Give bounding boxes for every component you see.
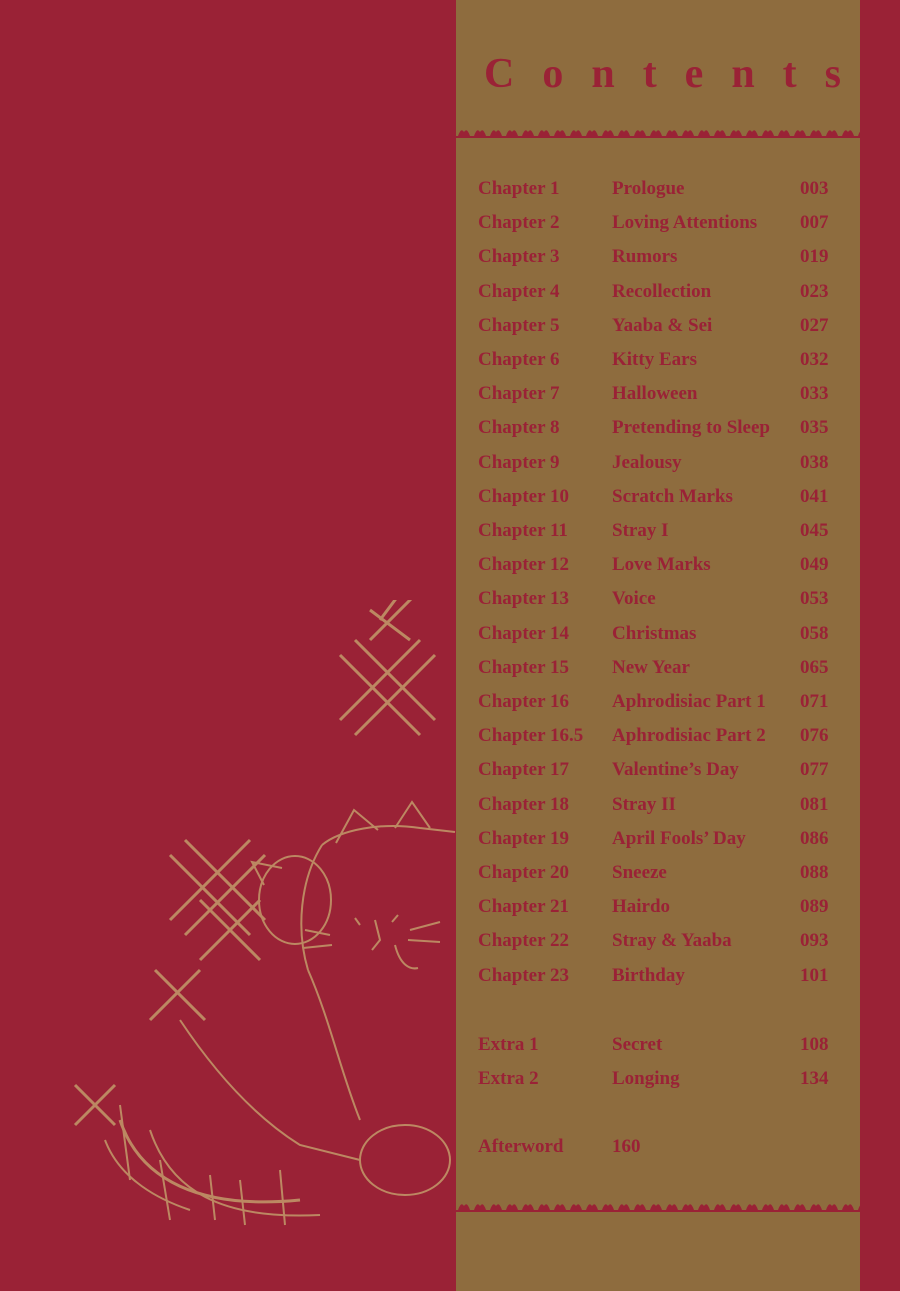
ornament-leaf (778, 1204, 790, 1210)
chapter-title: Jealousy (612, 451, 682, 473)
chapter-page-number: 033 (800, 383, 829, 405)
contents-panel (456, 0, 870, 1291)
ornament-leaf (666, 1204, 678, 1210)
extra-title: Longing (612, 1068, 680, 1090)
chapter-row[interactable] (456, 349, 860, 379)
ornament-leaf (554, 1204, 566, 1210)
chapter-page-number: 077 (800, 759, 829, 781)
chapter-title: Halloween (612, 383, 698, 405)
chapter-label: Chapter 5 (478, 314, 560, 336)
chapter-page-number: 023 (800, 280, 829, 302)
chapter-page-number: 089 (800, 896, 829, 918)
chapter-row[interactable] (456, 759, 860, 789)
ornament-border-bottom (456, 1199, 860, 1213)
ornament-leaf (730, 130, 742, 136)
ornament-leaf (650, 1204, 662, 1210)
chapter-title: Christmas (612, 622, 697, 644)
ornament-leaf (490, 130, 502, 136)
chapter-label: Chapter 13 (478, 588, 569, 610)
ornament-leaf (586, 1204, 598, 1210)
chapter-title: Scratch Marks (612, 485, 733, 507)
ornament-leaf (682, 130, 694, 136)
ornament-leaf (746, 1204, 758, 1210)
ornament-leaf (650, 130, 662, 136)
chapter-title: Recollection (612, 280, 712, 302)
ornament-leaf (682, 1204, 694, 1210)
chapter-label: Chapter 1 (478, 178, 560, 199)
ornament-leaf (698, 1204, 710, 1210)
extra-page-number: 134 (800, 1068, 829, 1090)
chapter-page-number: 101 (800, 964, 829, 986)
chapter-page-number: 058 (800, 622, 829, 644)
extra-row[interactable] (456, 1034, 860, 1064)
chapter-row[interactable] (456, 965, 860, 995)
chapter-title: Pretending to Sleep (612, 417, 770, 439)
chapter-label: Chapter 14 (478, 622, 569, 644)
ornament-leaf (794, 130, 806, 136)
chapter-row[interactable] (456, 417, 860, 447)
ornament-leaf (618, 130, 630, 136)
chapter-row[interactable] (456, 315, 860, 345)
chapter-title: Love Marks (612, 554, 711, 576)
ornament-leaf (714, 1204, 726, 1210)
chapter-label: Chapter 11 (478, 520, 568, 541)
chapter-title: Birthday (612, 964, 685, 986)
ornament-leaf (666, 130, 678, 136)
chapter-label: Chapter 17 (478, 759, 569, 781)
chapter-label: Chapter 6 (478, 349, 560, 370)
chapter-page-number: 003 (800, 178, 829, 199)
chapter-title: Stray & Yaaba (612, 930, 732, 952)
chapter-label: Chapter 16.5 (478, 725, 584, 747)
chapter-title: Aphrodisiac Part 2 (612, 725, 766, 747)
chapter-label: Chapter 8 (478, 417, 560, 439)
ornament-leaf (506, 1204, 518, 1210)
chapter-page-number: 007 (800, 212, 829, 234)
chapter-label: Chapter 2 (478, 212, 560, 234)
ornament-leaf (842, 130, 854, 136)
chapter-label: Chapter 12 (478, 554, 569, 576)
chapter-page-number: 041 (800, 485, 829, 507)
afterword-row[interactable] (456, 1136, 860, 1166)
chapter-page-number: 032 (800, 349, 829, 370)
ornament-leaf (810, 130, 822, 136)
chapter-title: Loving Attentions (612, 212, 758, 234)
ornament-leaf (842, 1204, 854, 1210)
chapter-title: Voice (612, 588, 656, 610)
chapter-page-number: 065 (800, 656, 829, 678)
ornament-leaf (570, 1204, 582, 1210)
chapter-page-number: 071 (800, 691, 829, 712)
ornament-leaf (554, 130, 566, 136)
chapter-title: Prologue (612, 178, 685, 199)
extra-page-number: 108 (800, 1034, 829, 1055)
chapter-page-number: 035 (800, 417, 829, 439)
ornament-leaf (746, 130, 758, 136)
chapter-label: Chapter 4 (478, 280, 560, 302)
chapter-row[interactable] (456, 178, 860, 208)
chapter-label: Chapter 19 (478, 827, 569, 849)
chapter-label: Chapter 16 (478, 691, 569, 712)
chapter-row[interactable] (456, 452, 860, 482)
ornament-leaf (794, 1204, 806, 1210)
chapter-row[interactable] (456, 383, 860, 413)
chapter-row[interactable] (456, 486, 860, 516)
chapter-page-number: 027 (800, 314, 829, 336)
ornament-line (456, 136, 860, 138)
ornament-leaf (826, 1204, 838, 1210)
ornament-leaf (714, 130, 726, 136)
chapter-row[interactable] (456, 520, 860, 550)
chapter-label: Chapter 9 (478, 451, 560, 473)
extra-label: Extra 1 (478, 1034, 539, 1055)
chapter-row[interactable] (456, 657, 860, 687)
chapter-row[interactable] (456, 725, 860, 755)
chapter-page-number: 038 (800, 451, 829, 473)
chapter-title: Yaaba & Sei (612, 314, 713, 336)
ornament-leaf (826, 130, 838, 136)
ornament-leaf (634, 130, 646, 136)
ornament-leaf (538, 1204, 550, 1210)
chapter-row[interactable] (456, 794, 860, 824)
ornament-line (456, 1210, 860, 1212)
ornament-leaf (698, 130, 710, 136)
ornament-leaf (458, 1204, 470, 1210)
ornament-leaf (490, 1204, 502, 1210)
extra-title: Secret (612, 1034, 663, 1055)
chapter-title: April Fools’ Day (612, 827, 746, 849)
afterword-label: Afterword (478, 1136, 564, 1157)
ornament-leaf (506, 130, 518, 136)
chapter-title: New Year (612, 656, 690, 678)
chapter-label: Chapter 15 (478, 656, 569, 678)
chapter-label: Chapter 23 (478, 964, 569, 986)
ornament-leaf (762, 130, 774, 136)
chapter-page-number: 093 (800, 930, 829, 952)
chapter-label: Chapter 20 (478, 862, 569, 883)
ornament-leaf (474, 130, 486, 136)
chapter-label: Chapter 22 (478, 930, 569, 952)
ornament-leaf (778, 130, 790, 136)
chapter-label: Chapter 10 (478, 485, 569, 507)
ornament-leaf (634, 1204, 646, 1210)
chapter-label: Chapter 18 (478, 793, 569, 815)
chapter-row[interactable] (456, 281, 860, 311)
chapter-page-number: 081 (800, 793, 829, 815)
chapter-row[interactable] (456, 623, 860, 653)
ornament-leaf (858, 1204, 860, 1210)
chapter-row[interactable] (456, 862, 860, 892)
ornament-leaf (586, 130, 598, 136)
chapter-title: Rumors (612, 246, 678, 268)
chapter-row[interactable] (456, 554, 860, 584)
ornament-leaf (538, 130, 550, 136)
chapter-row[interactable] (456, 691, 860, 721)
chapter-title: Aphrodisiac Part 1 (612, 691, 766, 712)
chapter-row[interactable] (456, 930, 860, 960)
ornament-leaf (762, 1204, 774, 1210)
ornament-leaf (522, 130, 534, 136)
chapter-label: Chapter 7 (478, 383, 560, 405)
ornament-leaf (570, 130, 582, 136)
ornament-leaf (458, 130, 470, 136)
ornament-leaf (810, 1204, 822, 1210)
chapter-title: Valentine’s Day (612, 759, 739, 781)
chapter-page-number: 045 (800, 520, 829, 541)
extra-label: Extra 2 (478, 1068, 539, 1090)
chapter-label: Chapter 3 (478, 246, 560, 268)
chapter-page-number: 053 (800, 588, 829, 610)
ornament-leaf (522, 1204, 534, 1210)
chapter-page-number: 086 (800, 827, 829, 849)
ornament-leaf (474, 1204, 486, 1210)
chapter-label: Chapter 21 (478, 896, 569, 918)
ornament-border-top (456, 125, 860, 139)
ornament-leaf (858, 130, 860, 136)
chapter-row[interactable] (456, 828, 860, 858)
chapter-page-number: 019 (800, 246, 829, 268)
chapter-row[interactable] (456, 896, 860, 926)
chapter-title: Stray I (612, 520, 669, 541)
chapter-title: Sneeze (612, 862, 667, 883)
chapter-page-number: 049 (800, 554, 829, 576)
chapter-row[interactable] (456, 246, 860, 276)
chapter-row[interactable] (456, 212, 860, 242)
extra-row[interactable] (456, 1068, 860, 1098)
afterword-page-number: 160 (612, 1136, 641, 1157)
ornament-leaf (602, 130, 614, 136)
chapter-title: Kitty Ears (612, 349, 697, 370)
chapter-row[interactable] (456, 588, 860, 618)
chapter-page-number: 076 (800, 725, 829, 747)
chapter-page-number: 088 (800, 862, 829, 883)
ornament-leaf (602, 1204, 614, 1210)
cat-illustration-icon (0, 600, 460, 1291)
chapter-title: Stray II (612, 793, 676, 815)
chapter-title: Hairdo (612, 896, 671, 918)
ornament-leaf (618, 1204, 630, 1210)
page-title: Contents (484, 51, 870, 97)
ornament-leaf (730, 1204, 742, 1210)
